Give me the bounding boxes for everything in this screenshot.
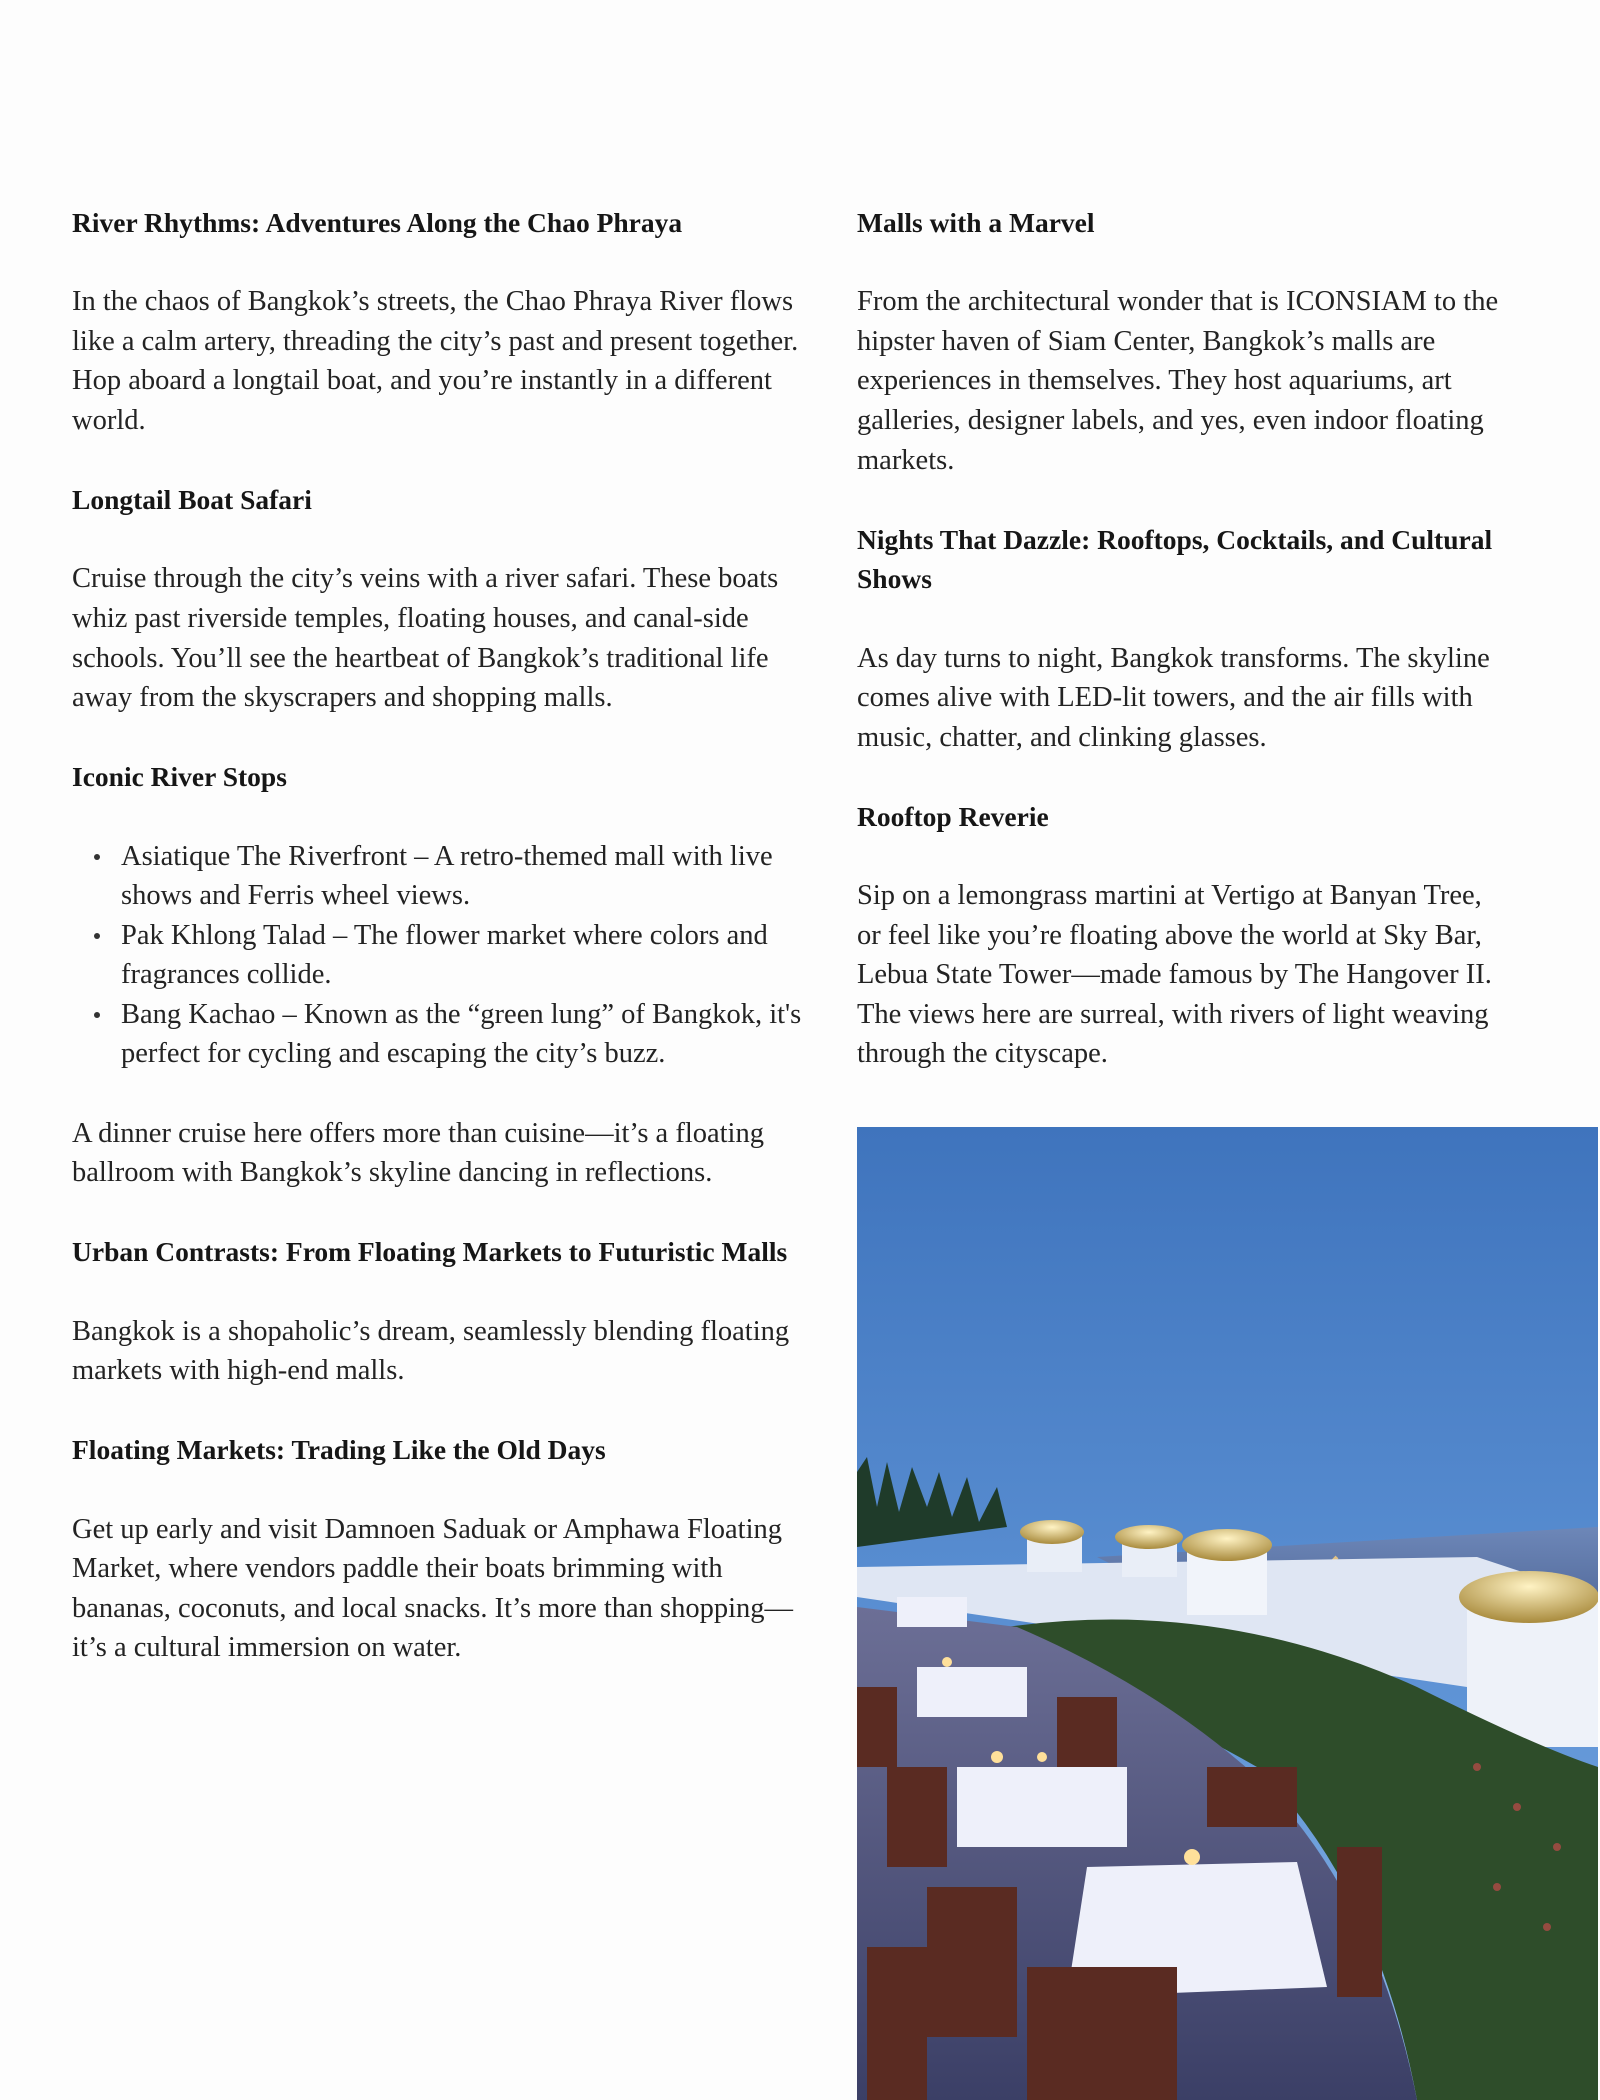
list-item: Bang Kachao – Known as the “green lung” of Bangkok, it's perfect for cycling and escaping the city’s buzz.: [121, 995, 807, 1074]
nights-dazzle-body: As day turns to night, Bangkok transforms. The skyline comes alive with LED-lit towers, and the air fills with music, chatter, and clinking glasses.: [857, 642, 1490, 753]
urban-contrasts-body: Bangkok is a shopaholic’s dream, seamlessly blending floating markets with high-end malls.: [72, 1315, 790, 1387]
malls-marvel-body: From the architectural wonder that is ICONSIAM to the hipster haven of Siam Center, Bangkok’s malls are experiences in themselves. They host aquariums, art galleries, designer labels, and yes, even indoor floating markets.: [857, 286, 1499, 476]
river-rhythms-heading: River Rhythms: Adventures Along the Chao Phraya: [72, 207, 683, 238]
river-rhythms-intro: In the chaos of Bangkok’s streets, the Chao Phraya River flows like a calm artery, threading the city’s past and present together. Hop aboard a longtail boat, and you’re instantly in a different world.: [72, 286, 799, 436]
rooftop-scene-illustration: [857, 1127, 1598, 2100]
river-stops-list: [72, 837, 807, 1075]
urban-contrasts-heading: Urban Contrasts: From Floating Markets to Futuristic Malls: [72, 1236, 788, 1268]
left-column: [72, 203, 807, 1708]
rooftop-reverie-body: Sip on a lemongrass martini at Vertigo at Banyan Tree, or feel like you’re floating above the world at Sky Bar, Lebua State Tower—made famous by The Hangover II. The views here are surreal, with rivers of light weaving through the cityscape.: [857, 880, 1492, 1070]
list-item: Pak Khlong Talad – The flower market where colors and fragrances collide.: [121, 916, 807, 995]
floating-markets-body: Get up early and visit Damnoen Saduak or Amphawa Floating Market, where vendors paddle their boats brimming with bananas, coconuts, and local snacks. It’s more than shopping—it’s a cultural immersion on water.: [72, 1513, 794, 1664]
nights-dazzle-heading: Nights That Dazzle: Rooftops, Cocktails, and Cultural Shows: [857, 523, 1493, 595]
longtail-boat-heading: Longtail Boat Safari: [72, 484, 312, 516]
malls-marvel-heading: Malls with a Marvel: [857, 207, 1095, 238]
list-item: Asiatique The Riverfront – A retro-themed mall with live shows and Ferris wheel views.: [121, 837, 807, 916]
longtail-boat-body: Cruise through the city’s veins with a river safari. These boats whiz past riverside temples, floating houses, and canal-side schools. You’ll see the heartbeat of Bangkok’s traditional life away from the skyscrapers and shopping malls.: [72, 563, 779, 714]
rooftop-restaurant-photo: [857, 1127, 1598, 2100]
right-column: [857, 203, 1507, 1114]
floating-markets-heading: Floating Markets: Trading Like the Old Days: [72, 1434, 606, 1466]
dinner-cruise-paragraph: A dinner cruise here offers more than cuisine—it’s a floating ballroom with Bangkok’s skyline dancing in reflections.: [72, 1117, 764, 1189]
iconic-river-stops-heading: Iconic River Stops: [72, 761, 287, 793]
rooftop-reverie-heading: Rooftop Reverie: [857, 800, 1049, 832]
